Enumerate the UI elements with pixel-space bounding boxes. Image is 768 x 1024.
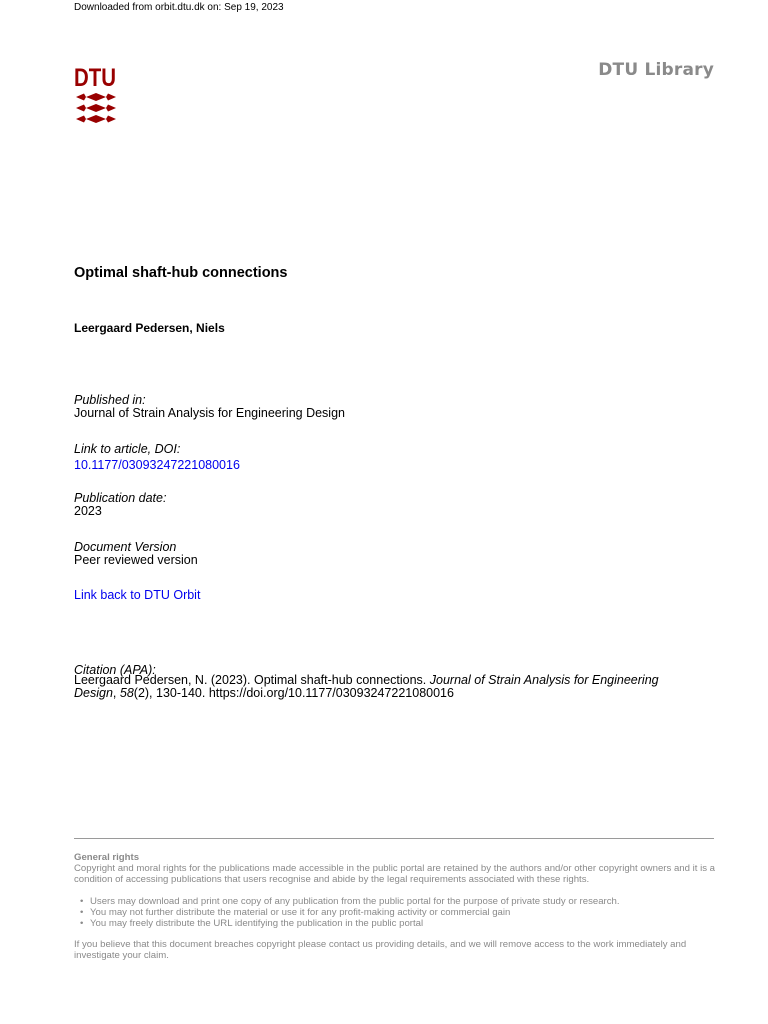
publication-date-label: Publication date: xyxy=(74,491,167,505)
publication-date-block xyxy=(74,492,166,518)
citation-separator: , xyxy=(112,686,120,700)
publication-date-value: 2023 xyxy=(74,504,102,518)
published-in-label: Published in: xyxy=(74,393,146,407)
citation-journal: Journal of Strain Analysis for Engineering Design xyxy=(74,673,659,700)
author-name: Leergaard Pedersen, Niels xyxy=(74,321,225,335)
citation-volume: 58 xyxy=(119,686,134,700)
general-rights-list xyxy=(74,896,719,930)
dtu-logo-icon xyxy=(74,64,118,126)
document-version-value: Peer reviewed version xyxy=(74,553,198,567)
published-in-block xyxy=(74,394,345,420)
orbit-link[interactable]: Link back to DTU Orbit xyxy=(74,588,201,602)
general-rights-closing: If you believe that this document breaches copyright please contact us providing details, and we will remove access to the work immediately and investigate your claim. xyxy=(74,939,687,962)
dtu-logo-text: DTU xyxy=(74,64,116,92)
citation-part-2: (2), 130-140. https://doi.org/10.1177/03093247221080016 xyxy=(133,686,454,700)
download-note: Downloaded from orbit.dtu.dk on: Sep 19, 2023 xyxy=(74,2,284,13)
document-version-block xyxy=(74,541,198,567)
general-rights-heading: General rights xyxy=(74,852,140,863)
doi-link[interactable]: 10.1177/03093247221080016 xyxy=(74,458,240,472)
published-in-value: Journal of Strain Analysis for Engineering Design xyxy=(74,406,345,420)
doi-block xyxy=(74,443,240,474)
document-title: Optimal shaft-hub connections xyxy=(74,265,288,281)
doi-label: Link to article, DOI: xyxy=(74,442,181,456)
divider xyxy=(74,838,714,839)
list-item: • You may freely distribute the URL identifying the publication in the public portal xyxy=(90,918,719,929)
list-item: • You may not further distribute the material or use it for any profit-making activity or commercial gain xyxy=(90,907,719,918)
general-rights xyxy=(74,852,719,962)
general-rights-intro: Copyright and moral rights for the publications made accessible in the public portal are retained by the authors and/or other copyright owners and it is a condition of accessing publications that users recognise and abide by the legal requirements associated with these rights. xyxy=(74,863,716,886)
dtu-library-label: DTU Library xyxy=(598,60,714,80)
document-version-label: Document Version xyxy=(74,540,177,554)
list-item: • Users may download and print one copy of any publication from the public portal for the purpose of private study or research. xyxy=(90,896,719,907)
citation-text xyxy=(74,674,694,700)
citation-part-1: Leergaard Pedersen, N. (2023). Optimal shaft-hub connections. xyxy=(74,673,430,687)
citation-label-text: Citation (APA): xyxy=(74,663,156,677)
